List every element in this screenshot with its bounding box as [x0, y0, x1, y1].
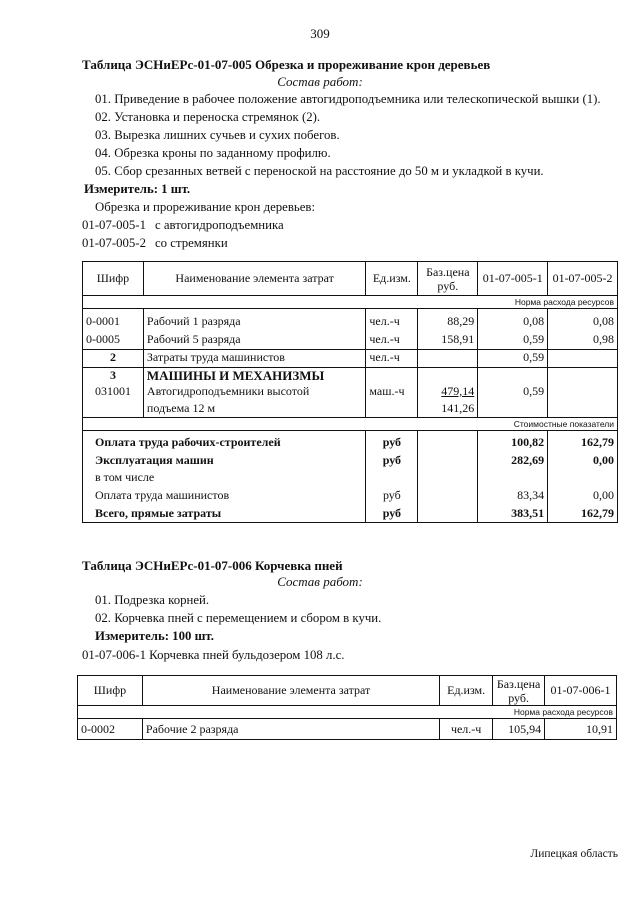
machines-heading-row: 3 МАШИНЫ И МЕХАНИЗМЫ [83, 368, 618, 385]
table-2-measure: Измеритель: 100 шт. [95, 629, 214, 643]
variant-code: 01-07-005-2 [82, 236, 146, 250]
page-number: 309 [310, 26, 330, 41]
header-code: Шифр [78, 676, 143, 706]
header-code: Шифр [83, 262, 144, 296]
variant-code: 01-07-005-1 [82, 218, 146, 232]
variant-text: со стремянки [155, 236, 228, 250]
table-row: 2 Затраты труда машинистов чел.-ч 0,59 [83, 350, 618, 368]
table-1-works-caption: Состав работ: [277, 74, 363, 89]
norm-label: Норма расхода ресурсов [83, 296, 618, 309]
header-col1: 01-07-006-1 [545, 676, 617, 706]
table-1-measure: Измеритель: 1 шт. [84, 182, 191, 196]
header-name: Наименование элемента затрат [142, 676, 439, 706]
work-item: 02. Корчевка пней с перемещением и сбором в кучи. [95, 611, 382, 625]
table-1-title: Таблица ЭСНиЕРс-01-07-005 Обрезка и прореживание крон деревьев [82, 57, 491, 72]
table-1 [82, 261, 618, 523]
table-row: 0-0005 Рабочий 5 разряда чел.-ч 158,91 0,59 0,98 [83, 332, 618, 350]
cost-row-total: Всего, прямые затраты руб 383,51 162,79 [83, 506, 618, 522]
work-item: 01. Подрезка корней. [95, 593, 210, 607]
cost-row: Эксплуатация машин руб 282,69 0,00 [83, 453, 618, 470]
table-2 [77, 675, 617, 740]
table-header [78, 676, 617, 706]
norm-label: Норма расхода ресурсов [78, 706, 617, 719]
table-header [83, 262, 618, 296]
header-price: Баз.цена руб. [493, 676, 545, 706]
cost-row: Оплата труда машинистов руб 83,34 0,00 [83, 488, 618, 506]
header-unit: Ед.изм. [440, 676, 493, 706]
work-item: 01. Приведение в рабочее положение автогидроподъемника или телескопической вышки (1). [95, 92, 601, 106]
header-unit: Ед.изм. [366, 262, 418, 296]
cost-row: Оплата труда рабочих-строителей руб 100,82 162,79 [83, 435, 618, 453]
table-2-variant: 01-07-006-1 Корчевка пней бульдозером 108 л.с. [82, 648, 345, 662]
table-row: 031001 Автогидроподъемники высотой маш.-ч 479,14 0,59 [83, 384, 618, 401]
header-col1: 01-07-005-1 [478, 262, 548, 296]
header-name: Наименование элемента затрат [143, 262, 365, 296]
table-2-works-caption: Состав работ: [277, 574, 363, 589]
table-row-continued: подъема 12 м 141,26 [83, 401, 618, 417]
cost-label: Стоимостные показатели [83, 417, 618, 430]
variant-text: с автогидроподъемника [155, 218, 284, 232]
table-1-subtitle: Обрезка и прореживание крон деревьев: [95, 200, 316, 214]
header-col2: 01-07-005-2 [548, 262, 618, 296]
work-item: 02. Установка и переноска стремянок (2). [95, 110, 321, 124]
header-price: Баз.цена руб. [418, 262, 478, 296]
work-item: 04. Обрезка кроны по заданному профилю. [95, 146, 331, 160]
work-item: 03. Вырезка лишних сучьев и сухих побегов. [95, 128, 340, 142]
footer-region: Липецкая область [530, 848, 618, 860]
table-2-title: Таблица ЭСНиЕРс-01-07-006 Корчевка пней [82, 558, 343, 573]
table-row: 0-0002 Рабочие 2 разряда чел.-ч 105,94 10,91 [78, 722, 617, 740]
work-item: 05. Сбор срезанных ветвей с переноской на расстояние до 50 м и укладкой в кучи. [95, 164, 544, 178]
table-row: 0-0001 Рабочий 1 разряда чел.-ч 88,29 0,08 0,08 [83, 314, 618, 332]
cost-row: в том числе [83, 470, 618, 488]
